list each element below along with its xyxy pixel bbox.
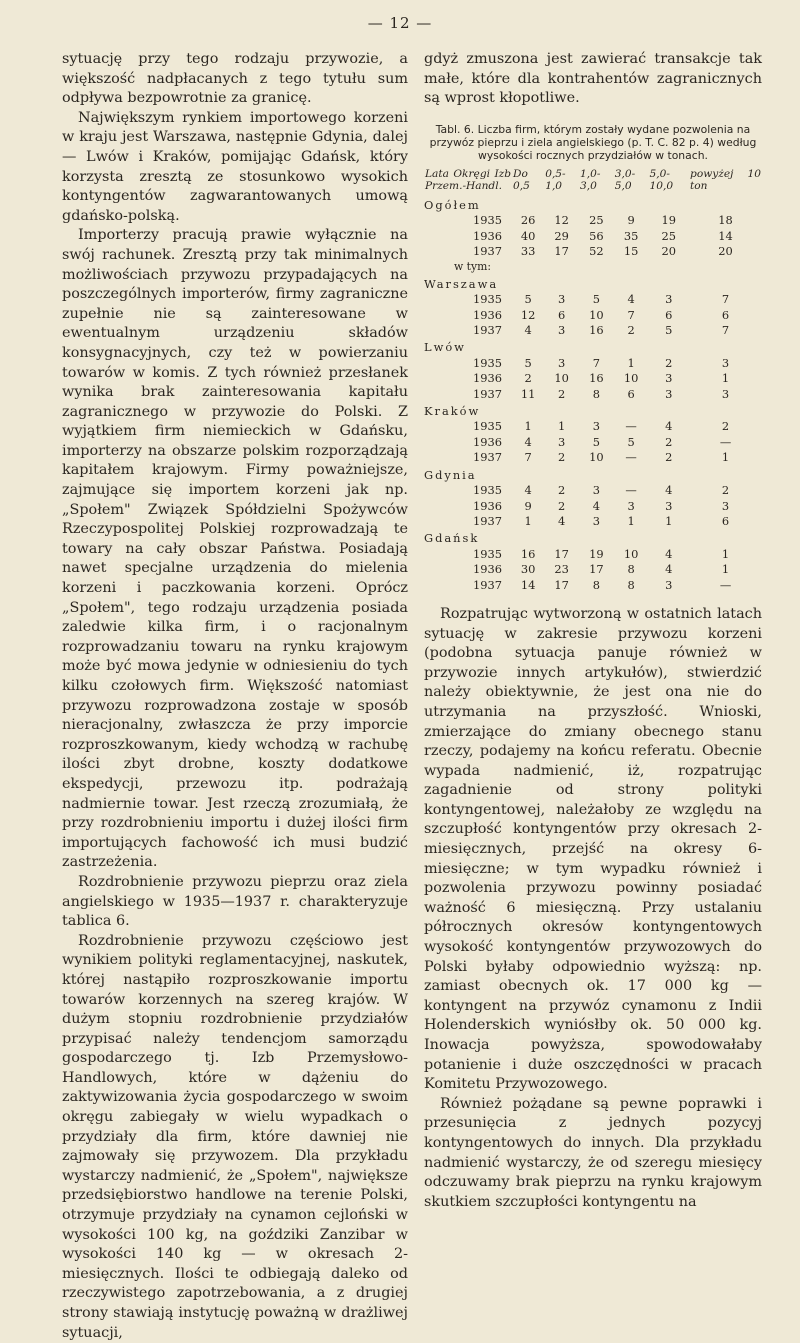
table-cell: 25 — [661, 228, 677, 243]
table-group-row — [424, 196, 762, 213]
paragraph: Największym rynkiem importowego korzeni w kraju jest Warszawa, następnie Gdynia, dalej — Lwów i Kraków, pomijając Gdańsk, który korzysta zresztą ze stosunkowo wysokich kontyngentów zagwarantowanych umową gdańsko-polską. — [62, 109, 408, 224]
right-column — [424, 50, 762, 1212]
table-cell: 3 — [592, 419, 600, 434]
table-cell: 5 — [592, 292, 600, 307]
table-cell: 2 — [721, 483, 730, 498]
table-cell: 17 — [589, 562, 604, 577]
table-cell: 4 — [524, 323, 532, 338]
table-cell: 16 — [520, 546, 536, 561]
table-cell: 10 — [589, 450, 604, 465]
year-cell: 1935 — [473, 483, 502, 498]
table-cell: 3 — [721, 386, 730, 401]
year-cell: 1936 — [473, 498, 502, 513]
column-header: Do 0,5 — [513, 167, 530, 192]
table-cell: 10 — [554, 371, 569, 386]
table-row — [424, 244, 762, 259]
table-cell: 16 — [589, 371, 604, 386]
table-cell: 3 — [592, 483, 600, 498]
table-cell: 2 — [524, 371, 532, 386]
group-label: w tym: — [454, 260, 491, 274]
paragraph: gdyż zmuszona jest zawierać transakcje tak małe, które dla kontrahentów zagranicznych są wprost kłopotliwe. — [424, 51, 762, 107]
table-cell: 25 — [589, 213, 604, 228]
table-cell: 3 — [665, 386, 673, 401]
table-cell: 6 — [721, 307, 730, 322]
table-cell: 7 — [524, 450, 532, 465]
year-cell: 1935 — [473, 546, 502, 561]
table-cell: 4 — [665, 419, 673, 434]
table-cell: 5 — [524, 292, 532, 307]
group-label: Warszawa — [424, 276, 499, 291]
paragraph: Importerzy pracują prawie wyłącznie na swój rachunek. Zresztą przy tak minimalnych możliwościach przywozu przypadających na poszczególnych importerów, firmy zagraniczne zupełnie nie są zainteresowane w ewentualnym urządzeniu składów konsygnacyjnych, czy też w powierzaniu towarów w komis. Z tych również przesłanek wynika brak zainteresowania kapitału zagranicznego w przywozie do Polski. Z wyjątkiem firm niemieckich w Gdańsku, importerzy na obszarze polskim rozporządzają kapitałem krajowym. Firmy poważniejsze, zajmujące się importem korzeni jak np. „Społem" Związek Spółdzielni Spożywców Rzeczypospolitej Polskiej rozprowadzają te towary na cały obszar Państwa. Posiadają nawet specjalne urządzenia do mielenia korzeni i paczkowania korzeni. Oprócz „Społem", tego rodzaju urządzenia posiada zaledwie kilka firm, i o racjonalnym rozprowadzaniu towaru na rynku krajowym może być mowa jedynie w odniesieniu do tych kilku czołowych firm. Większość natomiast przywozu rozprowadzona zostaje w sposób nieracjonalny, zwłaszcza że przy imporcie rozproszkowanym, kiedy wchodzą w rachubę ilości zbyt drobne, koszty dodatkowe ekspedycji, przewozu itp. podrażają nadmiernie towar. Jest rzeczą zrozumiałą, że przy rozdrobnieniu importu i dużej ilości firm importujących fachowość ich musi budzić zastrzeżenia. — [62, 227, 408, 871]
table-cell: 3 — [557, 292, 566, 307]
paragraph: sytuację przy tego rodzaju przywozie, a większość nadpłacanych z tego tytułu sum odpływa bezpowrotnie za granicę. — [62, 51, 408, 107]
year-cell: 1937 — [473, 577, 502, 592]
table-cell: 3 — [665, 577, 673, 592]
table-cell: 56 — [589, 228, 604, 243]
page-number: — 12 — — [367, 14, 433, 32]
table-cell: 1 — [524, 513, 532, 528]
table-cell: 15 — [623, 244, 639, 258]
table-cell: 2 — [557, 450, 566, 465]
table-cell: 9 — [627, 213, 635, 228]
table-cell: 35 — [623, 228, 639, 243]
table-cell: 4 — [524, 483, 532, 498]
column-header: 0,5-1,0 — [545, 167, 566, 192]
table-cell: 6 — [665, 307, 673, 322]
column-header: powyżej 10 ton — [690, 167, 761, 192]
table-cell: 17 — [554, 546, 569, 561]
table-row — [424, 229, 762, 244]
table-cell: 9 — [524, 498, 532, 513]
table-cell: — — [719, 434, 732, 449]
table-row — [424, 371, 762, 386]
table-cell: 52 — [589, 244, 604, 258]
paragraph: Rozpatrując wytworzoną w ostatnich latach sytuację w zakresie przywozu korzeni (podobna sytuacja panuje również w przywozie innych artykułów), stwierdzić należy obiektywnie, że jest ona nie do utrzymania na przyszłość. Wnioski, zmierzające do zmiany obecnego stanu rzeczy, podajemy na końcu referatu. Obecnie wypada nadmienić, iż, rozpatrując zagadnienie od strony polityki kontyngentowej, należałoby ze względu na szczupłość kontyngentów przy okresach 2-miesięcznych, przejść na okresy 6-miesięczne; w tym wypadku również i pozwolenia przywozu powinny posiadać ważność 6 miesięczną. Przy ustalaniu półrocznych okresów kontyngentowych wysokość kontyngentów przywozowych do Polski byłaby odpowiednio wyższą: np. zamiast obecnych ok. 17 000 kg — kontyngent na przywóz cynamonu z Indii Holenderskich wyniósłby ok. 50 000 kg. Inowacja powyższa, spowodowałaby potanienie i duże oszczędności w pracach Komitetu Przywozowego. — [424, 605, 762, 1093]
table-cell: 10 — [623, 371, 639, 386]
group-label: Gdańsk — [424, 531, 480, 546]
table-cell: 23 — [554, 562, 569, 577]
group-label: Ogółem — [424, 197, 481, 212]
table-cell: 8 — [592, 386, 600, 401]
table-row — [424, 213, 762, 228]
table-cell: 3 — [665, 292, 673, 307]
year-cell: 1935 — [473, 292, 502, 307]
table-cell: 7 — [721, 292, 730, 307]
table-group-row — [424, 402, 762, 419]
table-cell: 1 — [524, 419, 532, 434]
table-cell: 17 — [554, 577, 569, 592]
table-row — [424, 499, 762, 514]
table-cell: 5 — [524, 355, 532, 370]
paragraph: Rozdrobnienie przywozu pieprzu oraz ziela angielskiego w 1935—1937 r. charakteryzuje tablica 6. — [62, 873, 408, 930]
year-cell: 1935 — [473, 419, 502, 434]
table-cell: 1 — [721, 546, 730, 561]
table-cell: 3 — [557, 434, 566, 449]
table-group-row — [424, 466, 762, 483]
table-cell: 1 — [721, 562, 730, 577]
table-cell: 2 — [665, 450, 673, 465]
table-cell: 26 — [520, 213, 536, 228]
table-cell: 8 — [592, 577, 600, 592]
table-row — [424, 323, 762, 338]
paragraph: Również pożądane są pewne poprawki i przesunięcia z jednych pozycyj kontyngentowych do innych. Dla przykładu nadmienić wystarczy, że od szeregu miesięcy odczuwamy brak pieprzu na rynku krajowym skutkiem szczupłości kontyngentu na — [424, 1095, 762, 1210]
table-cell: 4 — [665, 562, 673, 577]
table-cell: 1 — [557, 419, 566, 434]
table-cell: 7 — [721, 323, 730, 338]
table-cell: 2 — [627, 323, 635, 338]
table-row — [424, 387, 762, 402]
table-cell: 2 — [665, 434, 673, 449]
table-cell: 7 — [592, 355, 600, 370]
group-label: Lwów — [424, 340, 466, 355]
year-cell: 1936 — [473, 562, 502, 577]
table-cell: 14 — [718, 228, 733, 243]
year-cell: 1936 — [473, 228, 502, 243]
table-cell: 4 — [557, 513, 566, 528]
table-cell: 19 — [661, 213, 677, 228]
table-cell: 19 — [589, 546, 604, 561]
table-cell: 8 — [627, 562, 635, 577]
year-cell: 1937 — [473, 513, 502, 528]
table-cell: 5 — [627, 434, 635, 449]
column-header: 3,0-5,0 — [614, 167, 636, 192]
year-cell: 1936 — [473, 434, 502, 449]
table-row — [424, 578, 762, 593]
table-cell: 12 — [554, 213, 569, 228]
table-row — [424, 292, 762, 307]
table-group-row — [424, 259, 762, 274]
year-cell: 1935 — [473, 213, 502, 228]
table-row — [424, 435, 762, 450]
year-cell: 1937 — [473, 323, 502, 338]
table-cell: 2 — [557, 498, 566, 513]
table-group-row — [424, 529, 762, 546]
year-cell: 1937 — [473, 386, 502, 401]
table-cell: 3 — [557, 355, 566, 370]
table-row — [424, 547, 762, 562]
table-cell: 8 — [627, 577, 635, 592]
table-group-row — [424, 338, 762, 355]
year-cell: 1937 — [473, 450, 502, 465]
table-cell: 2 — [665, 355, 673, 370]
table-cell: 29 — [554, 228, 569, 243]
left-column — [62, 50, 408, 1343]
table-row — [424, 450, 762, 465]
table-cell: 1 — [665, 513, 673, 528]
table-body — [424, 196, 762, 593]
table-cell: 33 — [520, 244, 536, 258]
paragraph: Rozdrobnienie przywozu częściowo jest wynikiem polityki reglamentacyjnej, naskutek, której nastąpiło rozproszkowanie importu towarów korzennych na szereg krajów. W dużym stopniu rozdrobnienie przydziałów przypisać należy tendencjom samorządu gospodarczego tj. Izb Przemysłowo-Handlowych, które w dążeniu do zaktywizowania życia gospodarczego w swoim okręgu zabiegały w wielu wypadkach o przydziały dla firm, które dawniej nie zajmowały się przywozem. Dla przykładu wystarczy nadmienić, że „Społem", największe przedsiębiorstwo handlowe na terenie Polski, otrzymuje przydziały na cynamon cejloński w wysokości 100 kg, na goździki Zanzibar w wysokości 140 kg — w okresach 2-miesięcznych. Ilości te odbiegają daleko od rzeczywistego zapotrzebowania, a z drugiej strony stawiają instytucję poważną w drażliwej sytuacji, — [62, 932, 408, 1341]
table-cell: 3 — [721, 355, 730, 370]
table-cell: 4 — [627, 292, 635, 307]
table-cell: 10 — [623, 546, 639, 561]
table-cell: 3 — [721, 498, 730, 513]
table-cell: 2 — [557, 483, 566, 498]
table-cell: 3 — [665, 371, 673, 386]
table-cell: 18 — [718, 213, 733, 228]
table-cell: 5 — [665, 323, 673, 338]
table-cell: 4 — [592, 498, 600, 513]
right-text — [424, 605, 762, 1212]
table-cell: 20 — [661, 244, 677, 258]
table-row — [424, 514, 762, 529]
group-label: Kraków — [424, 404, 481, 419]
table-cell: 1 — [721, 371, 730, 386]
column-header: 1,0-3,0 — [579, 167, 601, 192]
table-cell: 2 — [721, 419, 730, 434]
table-row — [424, 356, 762, 371]
table-cell: 20 — [718, 244, 733, 258]
year-cell: 1936 — [473, 307, 502, 322]
table-cell: — — [625, 450, 637, 465]
table-cell: 30 — [520, 562, 536, 577]
row-header: Lata Okręgi Izb Przem.-Handl. — [425, 167, 511, 192]
table-caption: Tabl. 6. Liczba firm, którym zostały wydane pozwolenia na przywóz pieprzu i ziela angielskiego (p. T. C. 82 p. 4) według wysokości rocznych przydziałów w tonach. — [429, 122, 757, 162]
table-cell: 5 — [592, 434, 600, 449]
year-cell: 1937 — [473, 244, 502, 258]
table-cell: — — [625, 483, 637, 498]
table-cell: 4 — [665, 546, 673, 561]
table-cell: 1 — [721, 450, 730, 465]
year-cell: 1936 — [473, 371, 502, 386]
data-table — [424, 168, 762, 593]
table-cell: 1 — [627, 513, 635, 528]
table-cell: 6 — [627, 386, 635, 401]
table-cell: 3 — [592, 513, 600, 528]
table-cell: 1 — [627, 355, 635, 370]
table-group-row — [424, 275, 762, 292]
table-row — [424, 562, 762, 577]
year-cell: 1935 — [473, 355, 502, 370]
table-cell: 17 — [554, 244, 569, 258]
table-cell: 4 — [524, 434, 532, 449]
table-cell: 3 — [665, 498, 673, 513]
table-cell: 6 — [557, 307, 566, 322]
table-header-row — [424, 168, 762, 196]
table-cell: 16 — [589, 323, 604, 338]
table-cell: 40 — [520, 228, 536, 243]
table-cell: 14 — [520, 577, 536, 592]
column-header: 5,0-10,0 — [649, 167, 674, 192]
table-cell: 2 — [557, 386, 566, 401]
table-cell: 4 — [665, 483, 673, 498]
group-label: Gdynia — [424, 467, 477, 482]
table-cell: — — [625, 419, 637, 434]
table-cell: 6 — [721, 513, 730, 528]
table-row — [424, 419, 762, 434]
table-row — [424, 308, 762, 323]
table-cell: — — [719, 577, 732, 592]
table-cell: 7 — [627, 307, 635, 322]
table-cell: 3 — [627, 498, 635, 513]
table-row — [424, 483, 762, 498]
table-cell: 10 — [589, 307, 604, 322]
table-cell: 3 — [557, 323, 566, 338]
table-cell: 11 — [520, 386, 536, 401]
table-cell: 12 — [520, 307, 536, 322]
